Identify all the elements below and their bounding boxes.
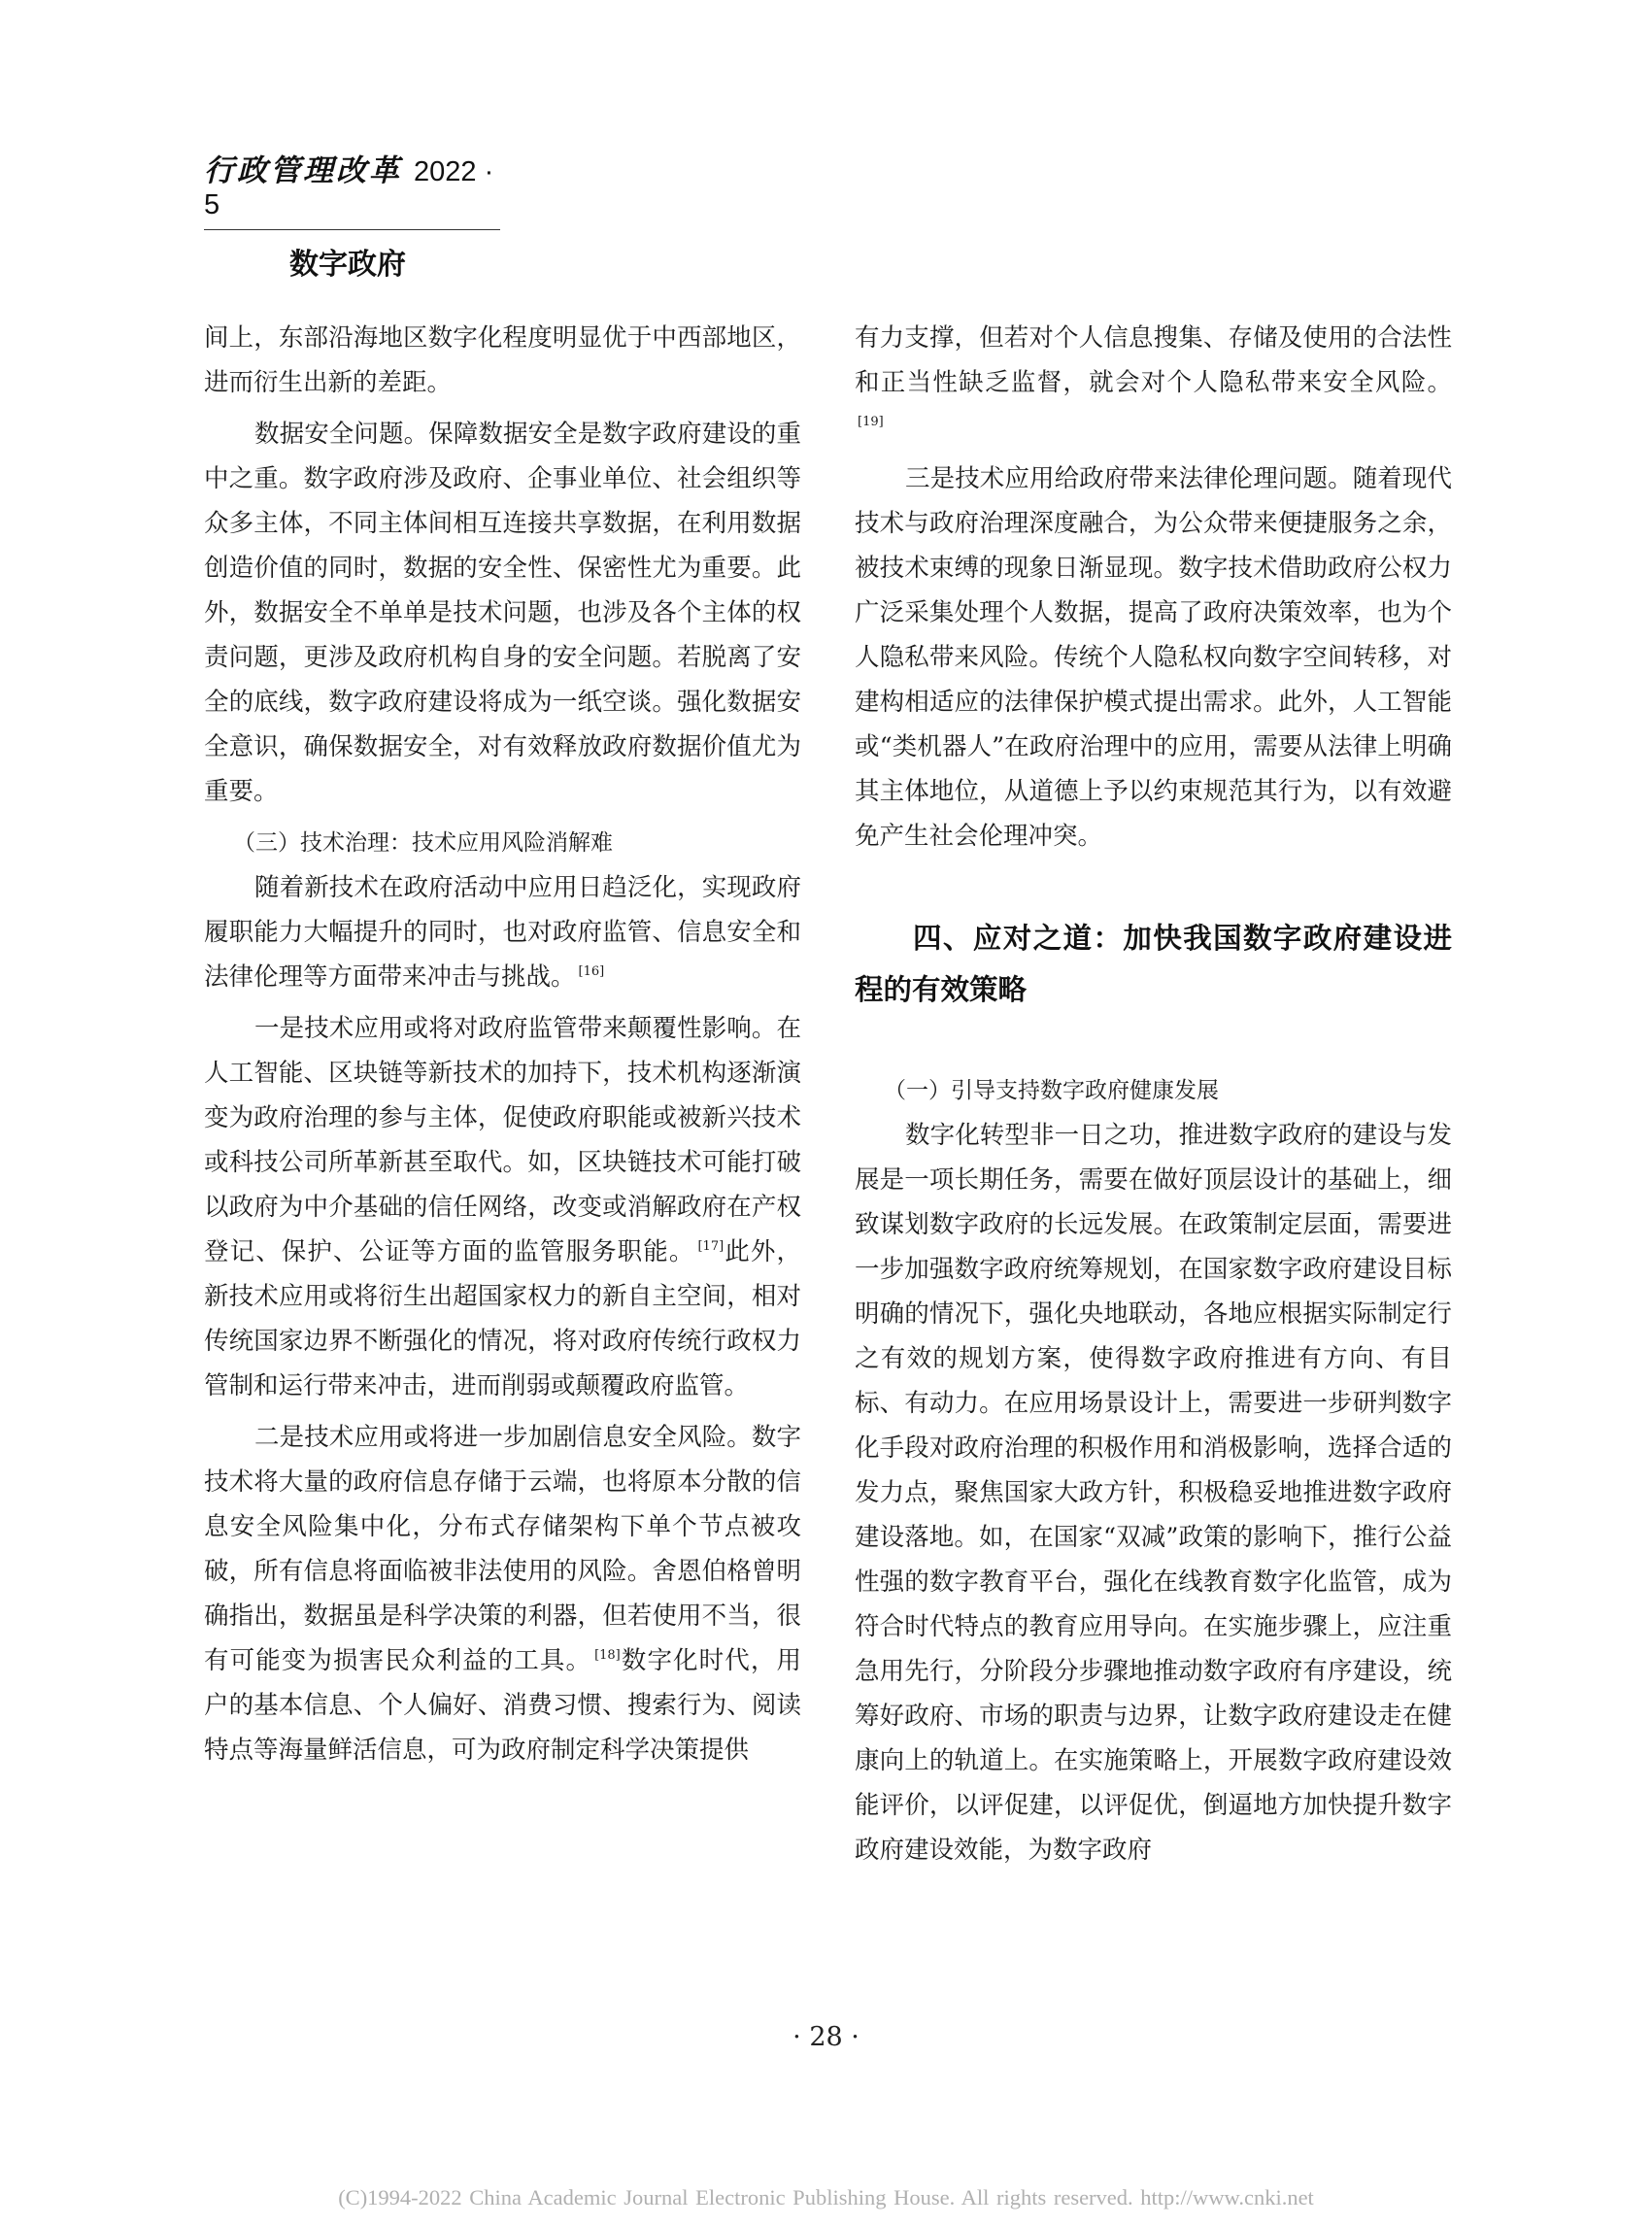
paragraph: 三是技术应用给政府带来法律伦理问题。随着现代技术与政府治理深度融合，为公众带来便捷服务之余，被技术束缚的现象日渐显现。数字技术借助政府公权力广泛采集处理个人数据，提高了政府决策效率，也为个人隐私带来风险。传统个人隐私权向数字空间转移，对建构相适应的法律保护模式提出需求。此外，人工智能或“类机器人”在政府治理中的应用，需要从法律上明确其主体地位，从道德上予以约束规范其行为，以有效避免产生社会伦理冲突。 (855, 464, 1452, 851)
page-header (204, 146, 500, 283)
page-number: · 28 · (792, 2022, 860, 2052)
subsection-heading: （一）引导支持数字政府健康发展 (884, 1078, 1219, 1103)
citation: [18] (594, 1648, 621, 1663)
paragraph: 数字化转型非一日之功，推进数字政府的建设与发展是一项长期任务，需要在做好顶层设计的基础上，细致谋划数字政府的长远发展。在政策制定层面，需要进一步加强数字政府统筹规划，在国家数字政府建设目标明确的情况下，强化央地联动，各地应根据实际制定行之有效的规划方案，使得数字政府推进有方向、有目标、有动力。在应用场景设计上，需要进一步研判数字化手段对政府治理的积极作用和消极影响，选择合适的发力点，聚焦国家大政方针，积极稳妥地推进数字政府建设落地。如，在国家“双减”政策的影响下，推行公益性强的数字教育平台，强化在线教育数字化监管，成为符合时代特点的教育应用导向。在实施步骤上，应注重急用先行，分阶段分步骤地推动数字政府有序建设，统筹好政府、市场的职责与边界，让数字政府建设走在健康向上的轨道上。在实施策略上，开展数字政府建设效能评价，以评促建，以评促优，倒逼地方加快提升数字政府建设效能，为数字政府 (855, 1121, 1452, 1865)
citation: [19] (858, 415, 884, 429)
citation: [16] (578, 964, 605, 979)
right-column (855, 316, 1452, 1872)
header-rule (204, 229, 500, 230)
paragraph: 数据安全问题。保障数据安全是数字政府建设的重中之重。数字政府涉及政府、企事业单位、社会组织等众多主体，不同主体间相互连接共享数据，在利用数据创造价值的同时，数据的安全性、保密性尤为重要。此外，数据安全不单单是技术问题，也涉及各个主体的权责问题，更涉及政府机构自身的安全问题。若脱离了安全的底线，数字政府建设将成为一纸空谈。强化数据安全意识，确保数据安全，对有效释放政府数据价值尤为重要。 (204, 420, 801, 806)
section-title: 数字政府 (289, 248, 406, 282)
copyright-footer: (C)1994-2022 China Academic Journal Electronic Publishing House. All rights reserved. http://www.cnki.net (338, 2185, 1314, 2209)
paragraph: 一是技术应用或将对政府监管带来颠覆性影响。在人工智能、区块链等新技术的加持下，技术机构逐渐演变为政府治理的参与主体，促使政府职能或被新兴技术或科技公司所革新甚至取代。如，区块链技术可能打破以政府为中介基础的信任网络，改变或消解政府在产权登记、保护、公证等方面的监管服务职能。 [17]此外，新技术应用或将衍生出超国家权力的新自主空间，相对传统国家边界不断强化的情况，将对政府传统行政权力管制和运行带来冲击，进而削弱或颠覆政府监管。 (204, 1014, 801, 1400)
paragraph: 二是技术应用或将进一步加剧信息安全风险。数字技术将大量的政府信息存储于云端，也将原本分散的信息安全风险集中化，分布式存储架构下单个节点被攻破，所有信息将面临被非法使用的风险。舍恩伯格曾明确指出，数据虽是科学决策的利器，但若使用不当，很有可能变为损害民众利益的工具。 [18]数字化时代，用户的基本信息、个人偏好、消费习惯、搜索行为、阅读特点等海量鲜活信息，可为政府制定科学决策提供 (204, 1423, 801, 1765)
subsection-heading: （三）技术治理：技术应用风险消解难 (233, 830, 613, 856)
left-column (204, 316, 801, 1772)
paragraph: 随着新技术在政府活动中应用日趋泛化，实现政府履职能力大幅提升的同时，也对政府监管、信息安全和法律伦理等方面带来冲击与挑战。 [16] (204, 873, 801, 992)
paragraph: 间上，东部沿海地区数字化程度明显优于中西部地区，进而衍生出新的差距。 (204, 323, 801, 397)
issue-number: 2022 · 5 (204, 156, 494, 220)
citation: [17] (697, 1239, 725, 1254)
journal-title: 行政管理改革 (204, 153, 402, 188)
paragraph: 有力支撑，但若对个人信息搜集、存储及使用的合法性和正当性缺乏监督，就会对个人隐私带来安全风险。[19] (855, 323, 1452, 429)
section-heading: 四、应对之道：加快我国数字政府建设进程的有效策略 (855, 922, 1452, 1006)
